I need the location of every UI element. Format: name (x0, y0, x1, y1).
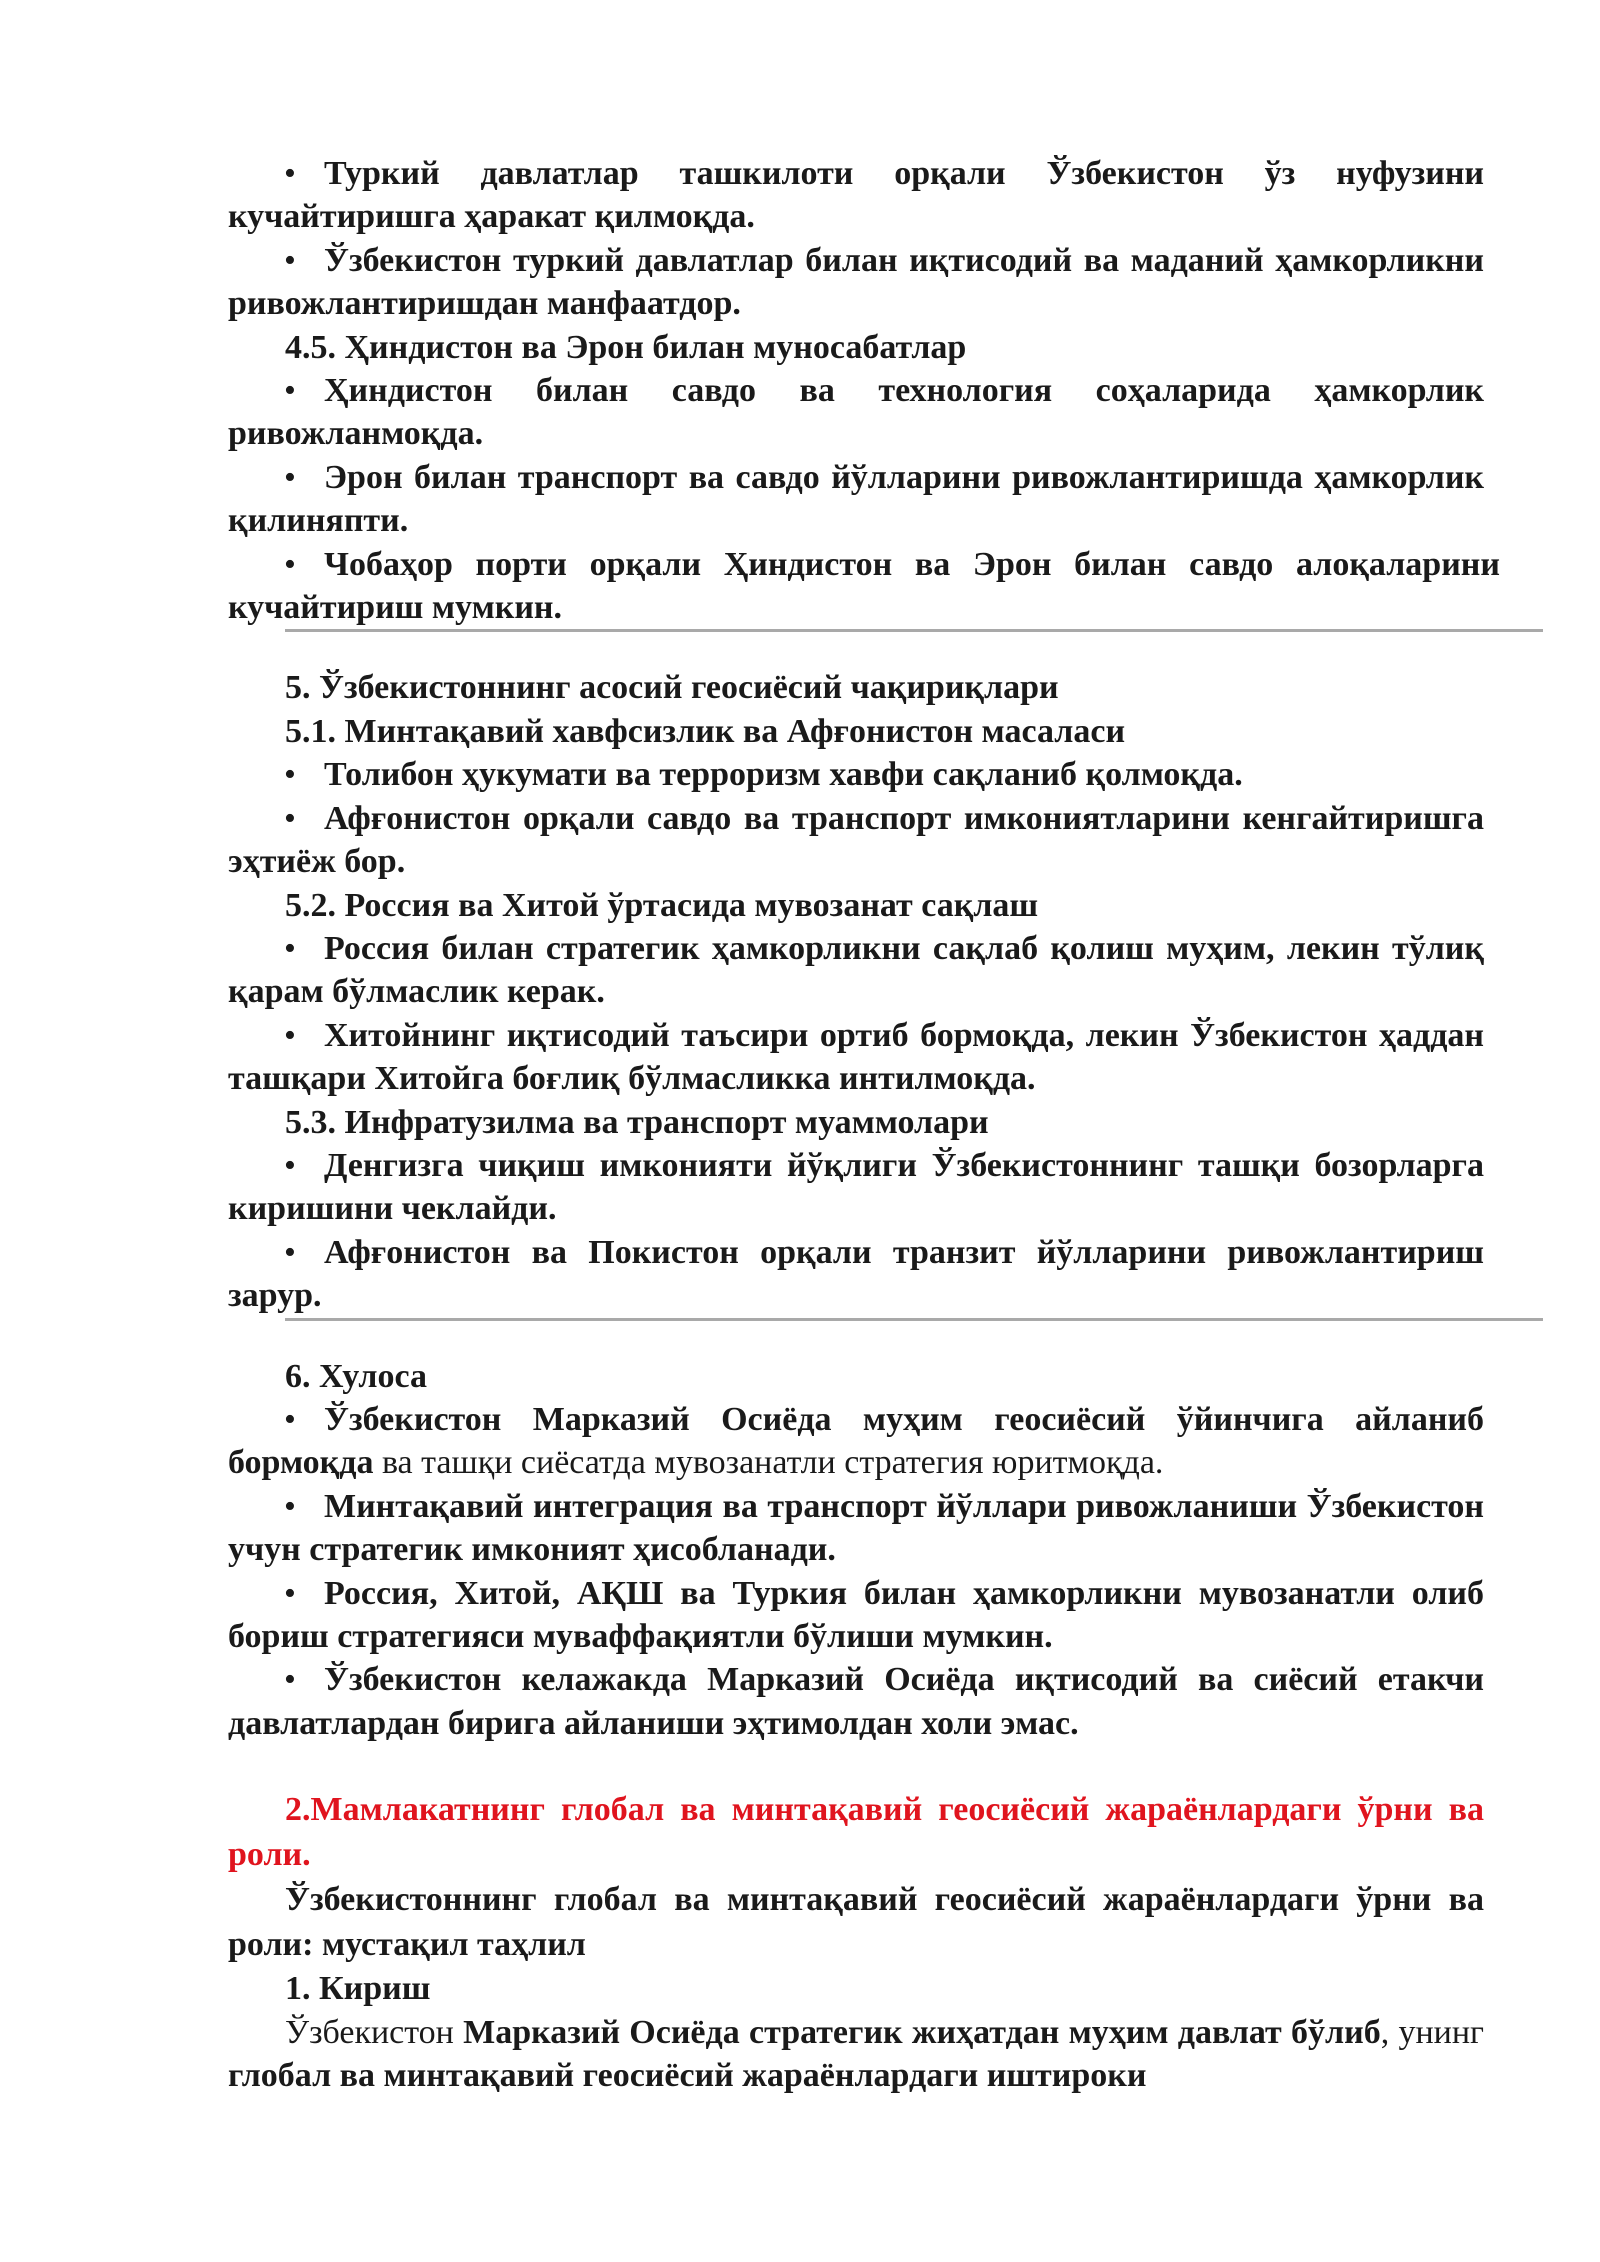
chapter-heading-red: 2.Мамлакатнинг глобал ва минтақавий геосиёсий жараёнлардаги ўрни ва роли. (228, 1791, 1484, 1874)
subsection-heading-4-5: 4.5. Ҳиндистон ва Эрон билан муносабатлар (285, 328, 967, 366)
bullet-glyph: • (284, 1661, 296, 1699)
list-item (228, 239, 1484, 326)
list-item-text: Россия билан стратегик ҳамкорликни сақлаб қолиш муҳим, лекин тўлиқ қарам бўлмаслик керак. (228, 929, 1484, 1011)
bullet-glyph: • (284, 929, 296, 967)
bullet-glyph: • (284, 241, 296, 279)
subsection-heading-5-3: 5.3. Инфратузилма ва транспорт муаммолари (285, 1103, 989, 1141)
intro-paragraph (228, 2011, 1484, 2098)
spacer (228, 1745, 1484, 1787)
bullet-glyph: • (284, 1233, 296, 1271)
list-item-text: Афғонистон орқали савдо ва транспорт имкониятларини кенгайтиришга эҳтиёж бор. (228, 799, 1484, 881)
bullet-glyph: • (284, 1574, 296, 1612)
list-item (228, 1572, 1484, 1659)
bullet-glyph: • (284, 1016, 296, 1054)
list-item (228, 369, 1484, 456)
paragraph-text-bold: глобал ва минтақавий геосиёсий жараёнлардаги иштироки (228, 2057, 1147, 2095)
bullet-glyph: • (284, 458, 296, 496)
list-item-text: Эрон билан транспорт ва савдо йўлларини ривожлантиришда ҳамкорлик қилиняпти. (228, 458, 1484, 540)
bullet-glyph: • (284, 756, 296, 794)
bullet-glyph: • (284, 1146, 296, 1184)
bullet-glyph: • (284, 372, 296, 410)
list-item (228, 927, 1484, 1014)
list-item (228, 152, 1484, 239)
list-item (228, 543, 1500, 630)
section-heading-6: 6. Хулоса (285, 1357, 427, 1395)
paragraph-text-normal: , унинг (1380, 2013, 1484, 2051)
list-item (228, 797, 1484, 884)
bullet-glyph: • (284, 1487, 296, 1525)
bullet-glyph: • (284, 545, 296, 583)
list-item-text: Денгизга чиқиш имконияти йўқлиги Ўзбекистоннинг ташқи бозорларга киришини чеклайди. (228, 1146, 1484, 1228)
bullet-glyph: • (284, 155, 296, 192)
list-item (228, 1014, 1484, 1101)
paragraph-text-normal: Ўзбекистон (285, 2013, 464, 2051)
list-item-text: Ҳиндистон билан савдо ва технология соҳаларида ҳамкорлик ривожланмоқда. (228, 372, 1484, 453)
subsection-heading-5-2: 5.2. Россия ва Хитой ўртасида мувозанат сақлаш (285, 886, 1039, 924)
bullet-glyph: • (284, 799, 296, 837)
bullet-glyph: • (284, 1400, 296, 1438)
list-item (228, 1658, 1484, 1745)
subsection-heading-5-1: 5.1. Минтақавий хавфсизлик ва Афғонистон масаласи (285, 712, 1126, 750)
list-item (228, 1231, 1484, 1318)
list-item-text-normal: ва ташқи сиёсатда мувозанатли стратегия юритмоқда. (373, 1444, 1164, 1482)
list-item-text: Россия, Хитой, АҚШ ва Туркия билан ҳамкорликни мувозанатли олиб бориш стратегияси муваффақиятли бўлиши мумкин. (228, 1574, 1484, 1655)
list-item-text: Чобаҳор порти орқали Ҳиндистон ва Эрон билан савдо алоқаларини кучайтириш мумкин. (228, 545, 1500, 627)
section-heading-1: 1. Кириш (285, 1970, 431, 2008)
list-item-text: Туркий давлатлар ташкилоти орқали Ўзбекистон ўз нуфузини кучайтиришга ҳаракат қилмоқда. (228, 155, 1484, 236)
list-item (228, 1485, 1484, 1572)
list-item-text: Афғонистон ва Покистон орқали транзит йўлларини ривожлантириш зарур. (228, 1233, 1484, 1315)
list-item-text: Минтақавий интеграция ва транспорт йўллари ривожланиши Ўзбекистон учун стратегик имконият ҳисобланади. (228, 1487, 1484, 1569)
list-item-text-bold: Ўзбекистон Марказий Осиёда муҳим геосиёсий ўйинчига айланиб бормоқда (228, 1400, 1484, 1482)
list-item (228, 1144, 1484, 1231)
list-item (228, 753, 1484, 796)
list-item-text: Толибон ҳукумати ва терроризм хавфи сақланиб қолмоқда. (324, 756, 1243, 794)
paragraph-text-bold: Марказий Осиёда стратегик жиҳатдан муҳим давлат бўлиб (463, 2013, 1381, 2051)
list-item-text: Ўзбекистон туркий давлатлар билан иқтисодий ва маданий ҳамкорликни ривожлантиришдан манфаатдор. (228, 241, 1484, 323)
list-item (228, 1398, 1484, 1485)
spacer (228, 632, 1484, 666)
list-item-text: Хитойнинг иқтисодий таъсири ортиб бормоқда, лекин Ўзбекистон ҳаддан ташқари Хитойга боғлиқ бўлмасликка интилмоқда. (228, 1016, 1484, 1098)
list-item-text: Ўзбекистон келажакда Марказий Осиёда иқтисодий ва сиёсий етакчи давлатлардан бирига айланиши эҳтимолдан холи эмас. (228, 1661, 1484, 1742)
section-heading-5: 5. Ўзбекистоннинг асосий геосиёсий чақириқлари (285, 669, 1059, 707)
document-page (228, 152, 1500, 2097)
spacer (228, 1321, 1484, 1355)
chapter-subtitle: Ўзбекистоннинг глобал ва минтақавий геосиёсий жараёнлардаги ўрни ва роли: мустақил таҳлил (228, 1881, 1484, 1964)
list-item (228, 456, 1484, 543)
